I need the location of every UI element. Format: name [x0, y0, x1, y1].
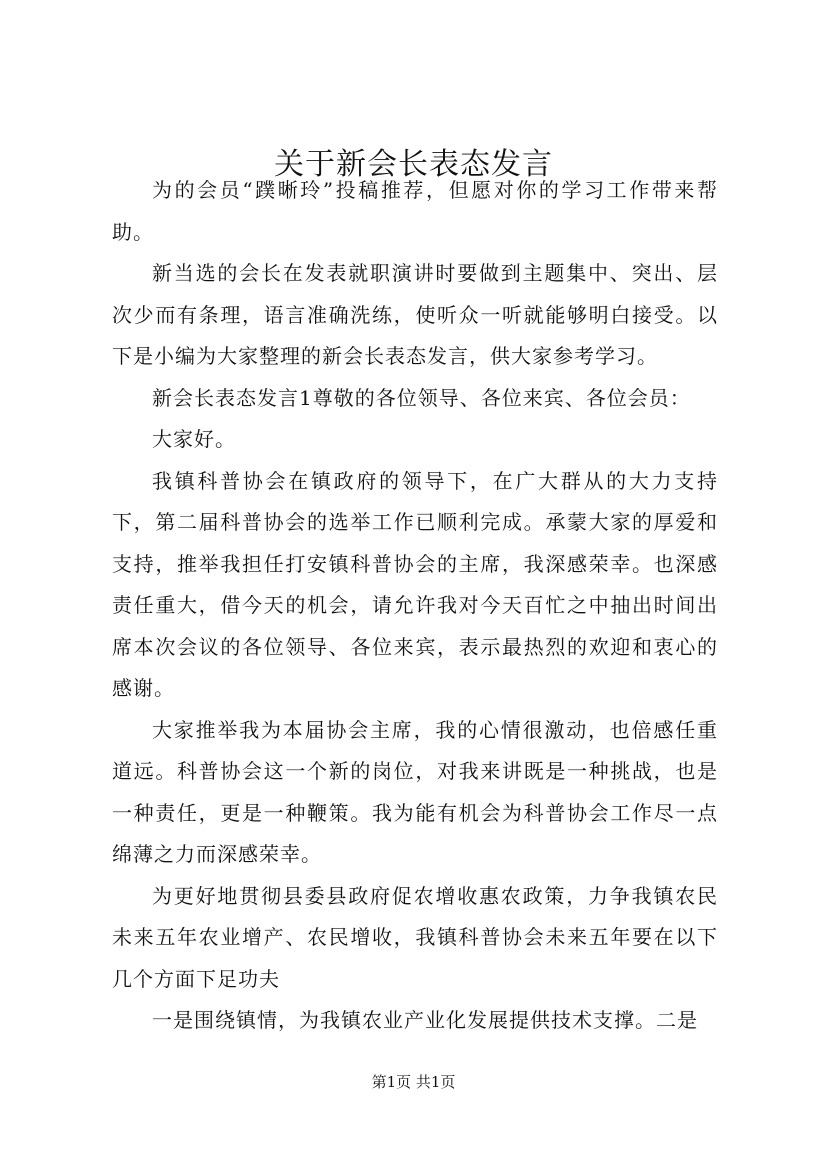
paragraph-feelings: 大家推举我为本届协会主席，我的心情很激动，也倍感任重道远。科普协会这一个新的岗位，对我来讲既是一种挑战，也是一种责任，更是一种鞭策。我为能有机会为科普协会工作尽一点绵薄之力而深感荣幸。 [112, 717, 718, 866]
paragraph-policy: 为更好地贯彻县委县政府促农增收惠农政策，力争我镇农民未来五年农业增产、农民增收，我镇科普协会未来五年要在以下几个方面下足功夫 [112, 883, 718, 991]
paragraph-plan: 一是围绕镇情，为我镇农业产业化发展提供技术支撑。二是 [152, 1008, 698, 1032]
page-number-footer: 第1页 共1页 [371, 1073, 456, 1091]
document-title: 关于新会长表态发言 [274, 147, 553, 182]
paragraph-greeting: 大家好。 [152, 427, 236, 451]
document-body [112, 170, 718, 1042]
paragraph-election: 我镇科普协会在镇政府的领导下，在广大群从的大力支持下，第二届科普协会的选举工作已顺利完成。承蒙大家的厚爱和支持，推举我担任打安镇科普协会的主席，我深感荣幸。也深感责任重大，借今天的机会，请允许我对今天百忙之中抽出时间出席本次会议的各位领导、各位来宾，表示最热烈的欢迎和衷心的感谢。 [112, 468, 718, 700]
paragraph-intro: 为的会员“蹼晰玲”投稿推荐，但愿对你的学习工作带来帮助。 [112, 178, 718, 244]
paragraph-summary: 新当选的会长在发表就职演讲时要做到主题集中、突出、层次少而有条理，语言准确洗练，使听众一听就能够明白接受。以下是小编为大家整理的新会长表态发言，供大家参考学习。 [112, 261, 718, 368]
paragraph-salutation: 新会长表态发言1尊敬的各位领导、各位来宾、各位会员： [152, 385, 691, 410]
